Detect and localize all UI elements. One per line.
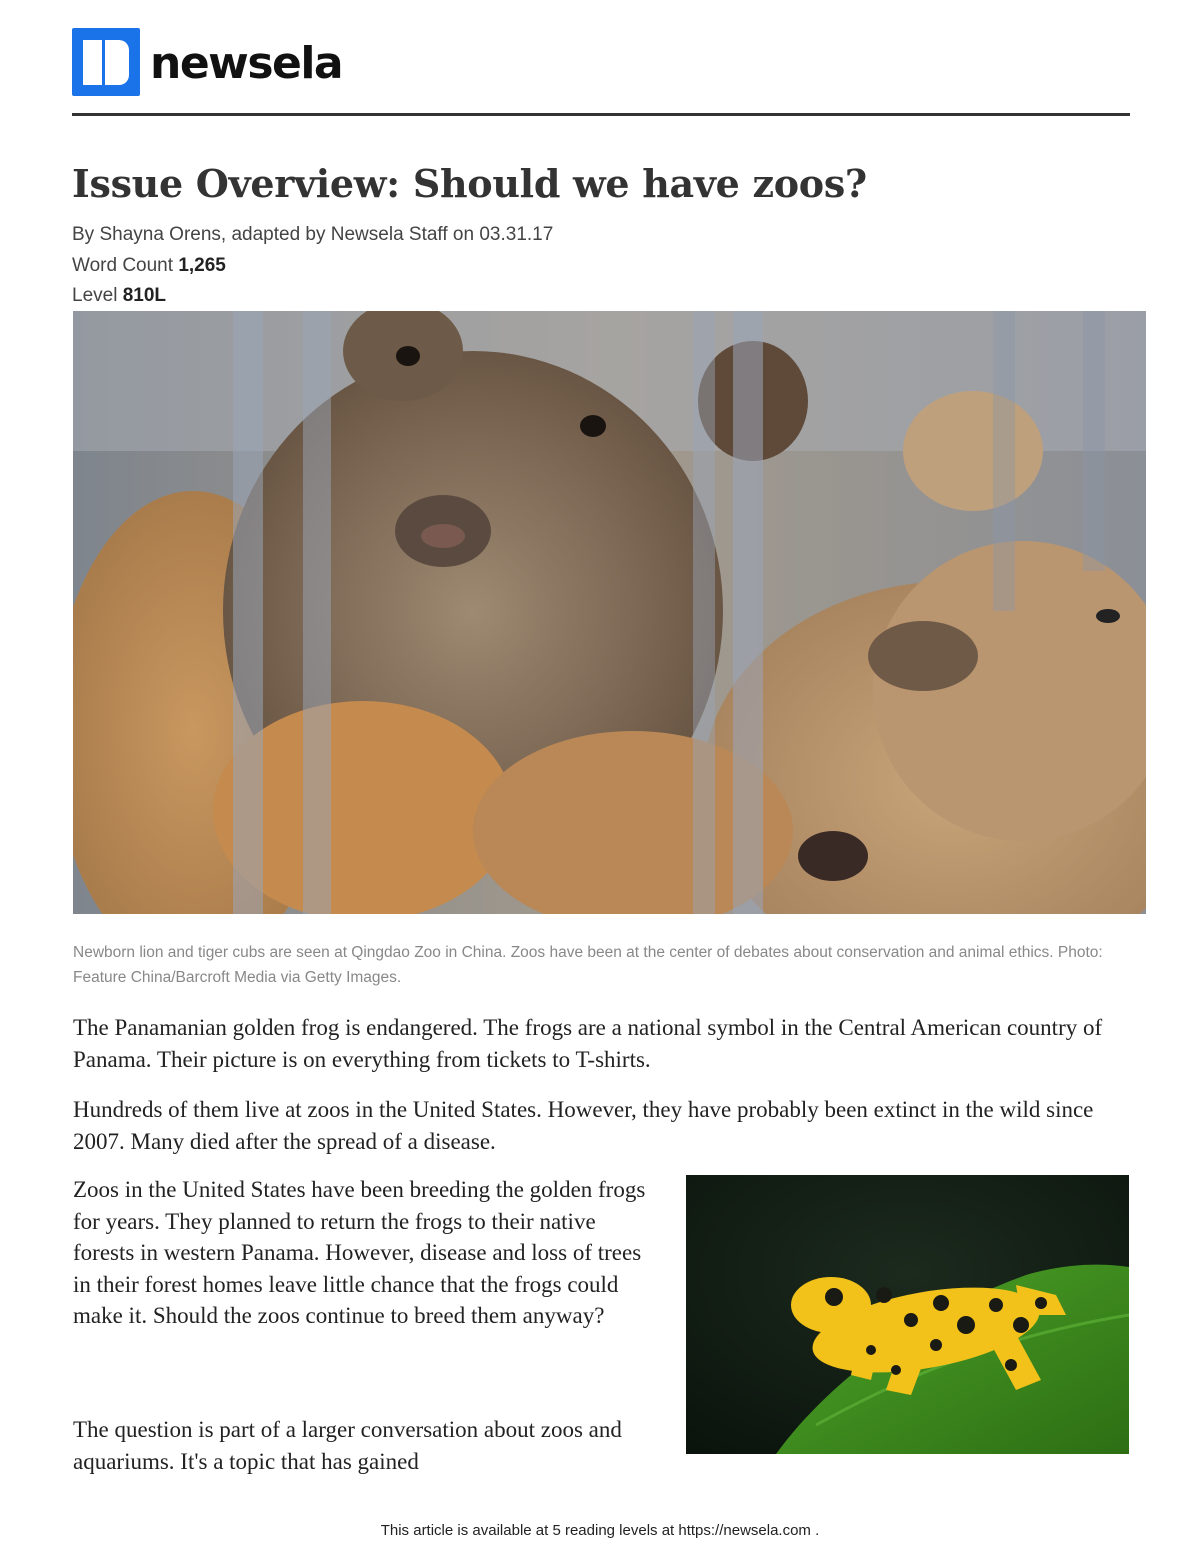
- article-paragraph: Zoos in the United States have been breeding the golden frogs for years. They planned to return the frogs to their native forests in western Panama. However, disease and loss of trees in their forest homes leave little chance that the frogs could make it. Should the zoos continue to breed them anyway?: [73, 1177, 646, 1328]
- reading-level: [72, 284, 166, 308]
- newsela-logo-text: newsela: [150, 38, 343, 89]
- word-count: [72, 254, 226, 278]
- article-byline: By Shayna Orens, adapted by Newsela Staff on 03.31.17: [72, 224, 554, 245]
- golden-frog-photo: [686, 1175, 1129, 1454]
- word-count-label: Word Count: [72, 255, 174, 276]
- level-value: 810L: [122, 285, 167, 306]
- newsela-logo-icon: [72, 28, 140, 96]
- hero-photo-caption: Newborn lion and tiger cubs are seen at Qingdao Zoo in China. Zoos have been at the center of debates about conservation and animal ethics. Photo: Feature China/Barcroft Media via Getty Images.: [73, 944, 1103, 986]
- hero-photo-tiger-lion-cubs: [73, 311, 1146, 914]
- article-paragraph: The Panamanian golden frog is endangered. The frogs are a national symbol in the Central American country of Panama. Their picture is on everything from tickets to T-shirts.: [73, 1015, 1103, 1072]
- word-count-value: 1,265: [178, 255, 226, 276]
- level-label: Level: [72, 285, 118, 306]
- article-title: Issue Overview: Should we have zoos?: [72, 161, 867, 206]
- header-divider: [72, 113, 1130, 116]
- page-header: [72, 28, 1130, 116]
- article-paragraph: The question is part of a larger conversation about zoos and aquariums. It's a topic that has gained: [73, 1417, 622, 1474]
- footer-note: This article is available at 5 reading levels at https://newsela.com .: [380, 1522, 820, 1539]
- article-paragraph: Hundreds of them live at zoos in the United States. However, they have probably been extinct in the wild since 2007. Many died after the spread of a disease.: [73, 1097, 1094, 1154]
